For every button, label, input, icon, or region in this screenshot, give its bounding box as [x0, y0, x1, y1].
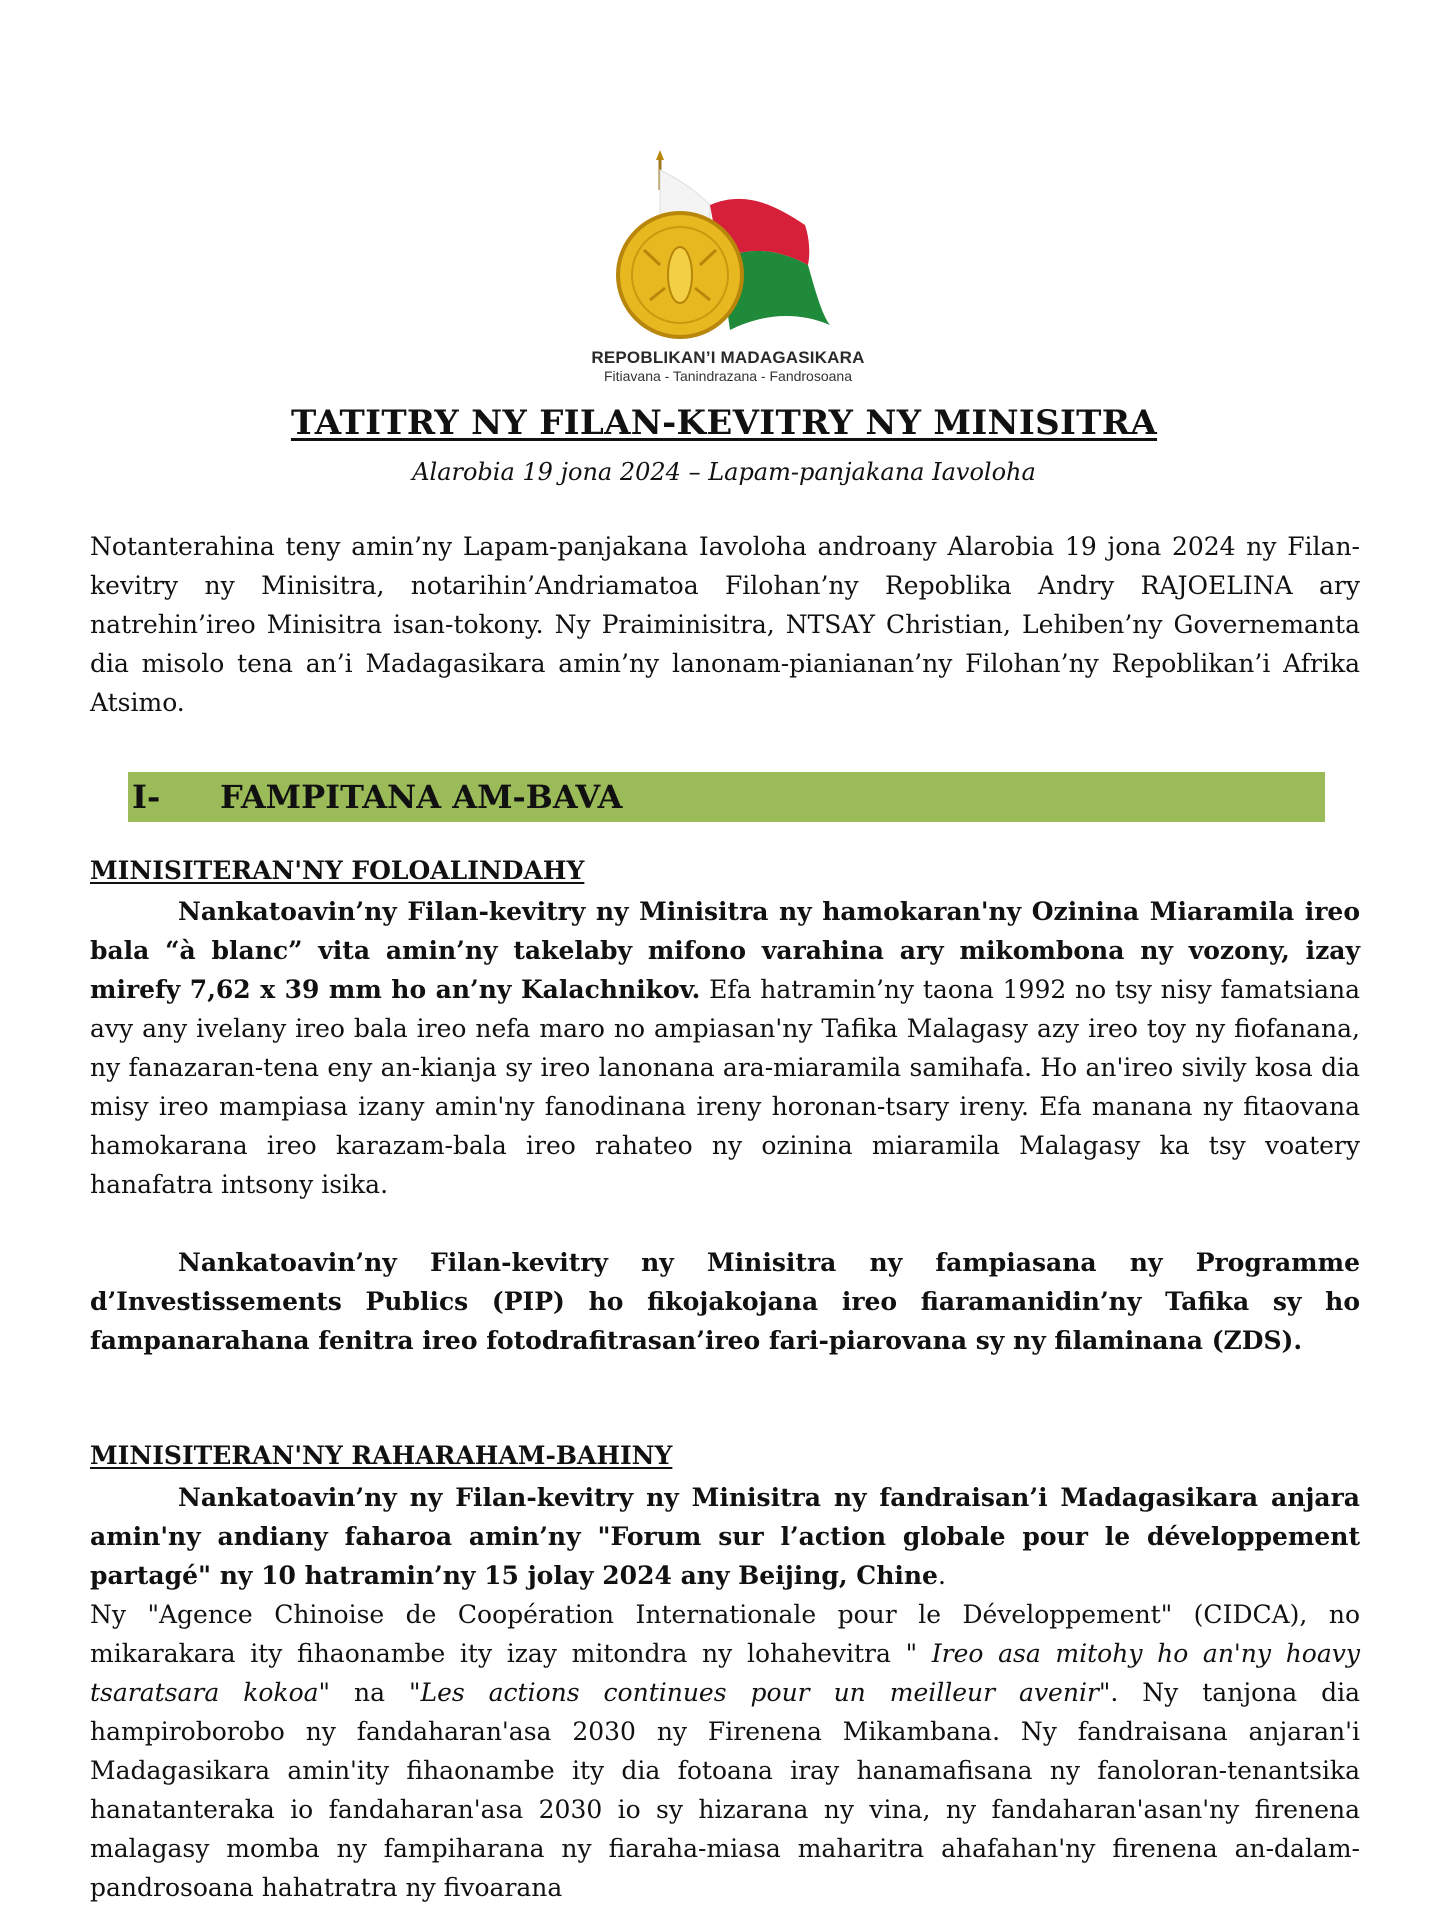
defense-decision-2: Nankatoavin’ny Filan-kevitry ny Minisitra ny fampiasana ny Programme d’Investissements Publics (PIP) ho fikojakojana ireo fiaramanidin’ny Tafika sy ho fampanarahana fenitra ireo fotodrafitrasan’ireo fari-piarovana sy ny filaminana (ZDS). — [90, 1248, 1360, 1355]
document-subtitle: Alarobia 19 jona 2024 – Lapam-panjakana Iavoloha — [412, 458, 1036, 486]
foreign-affairs-decision-end: . — [937, 1561, 946, 1590]
ministry-heading-defense: MINISITERAN'NY FOLOALINDAHY — [90, 856, 585, 885]
foreign-affairs-paragraph-2 — [90, 1595, 1360, 1907]
section-number: I- — [132, 778, 161, 816]
logo-caption-republic: REPOBLIKAN’I MADAGASIKARA — [591, 348, 865, 367]
ministry-heading-foreign-affairs: MINISITERAN'NY RAHARAHAM-BAHINY — [90, 1441, 673, 1470]
cidca-text-a: Ny "Agence Chinoise de Coopération Internationale pour le Développement" (CIDCA), no mikarakara ity fihaonambe ity izay mitondra ny lohahevitra " — [90, 1600, 1360, 1668]
section-title: FAMPITANA AM-BAVA — [220, 778, 623, 816]
flag-and-seal-icon — [560, 150, 890, 350]
foreign-affairs-paragraph-1 — [90, 1478, 1360, 1595]
defense-paragraph-1-body: Efa hatramin’ny taona 1992 no tsy nisy famatsiana avy any ivelany ireo bala ireo nefa maro no ampiasan'ny Tafika Malagasy azy ireo toy ny fiofanana, ny fanazaran-tena eny an-kianja sy ireo lanonana ara-miaramila samihafa. Ho an'ireo sivily kosa dia misy ireo mampiasa izany amin'ny fanodinana ireny horonan-tsary ireny. Efa manana ny fitaovana hamokarana ireo karazam-bala ireo rahateo ny ozinina miaramila Malagasy ka tsy voatery hanafatra intsony isika. — [90, 975, 1360, 1199]
defense-decision-1: Nankatoavin’ny Filan-kevitry ny Minisitra ny hamokaran'ny Ozinina Miaramila ireo bala “à blanc” vita amin’ny takelaby mifono varahina ary mikombona ny vozony, izay mirefy 7,62 x 39 mm ho an’ny Kalachnikov. — [90, 897, 1360, 1004]
theme-french: Les actions continues pour un meilleur avenir — [420, 1678, 1099, 1707]
document-title: TATITRY NY FILAN-KEVITRY NY MINISITRA — [290, 403, 1158, 443]
theme-malagasy: Ireo asa mitohy ho an'ny hoavy tsaratsara kokoa — [90, 1639, 1360, 1707]
cidca-text-b: " na " — [318, 1678, 421, 1707]
cidca-text-c: ". Ny tanjona dia hampiroborobo ny fandaharan'asa 2030 ny Firenena Mikambana. Ny fandraisana anjaran'i Madagasikara amin'ity fihaonambe ity dia fotoana iray hanamafisana ny fanoloran-tenantsika hanatanteraka io fandaharan'asa 2030 io sy hizarana ny vina, ny fandaharan'asan'ny firenena malagasy momba ny fampiharana ny fiaraha-miasa maharitra ahafahan'ny firenena an-dalam-pandrosoana hahatratra ny fivoarana — [90, 1678, 1360, 1902]
intro-paragraph: Notanterahina teny amin’ny Lapam-panjakana Iavoloha androany Alarobia 19 jona 2024 ny Filan-kevitry ny Minisitra, notarihin’Andriamatoa Filohan’ny Repoblika Andry RAJOELINA ary natrehin’ireo Minisitra isan-tokony. Ny Praiminisitra, NTSAY Christian, Lehiben’ny Governemanta dia misolo tena an’i Madagasikara amin’ny lanonam-pianianan’ny Filohan’ny Repoblikan’i Afrika Atsimo. — [90, 532, 1360, 717]
defense-paragraph-1 — [90, 892, 1360, 1204]
logo-caption-motto: Fitiavana - Tanindrazana - Fandrosoana — [603, 368, 852, 384]
foreign-affairs-decision: Nankatoavin’ny ny Filan-kevitry ny Minisitra ny fandraisan’i Madagasikara anjara amin'ny andiany faharoa amin’ny "Forum sur l’action globale pour le développement partagé" ny 10 hatramin’ny 15 jolay 2024 any Beijing, Chine — [90, 1483, 1360, 1590]
